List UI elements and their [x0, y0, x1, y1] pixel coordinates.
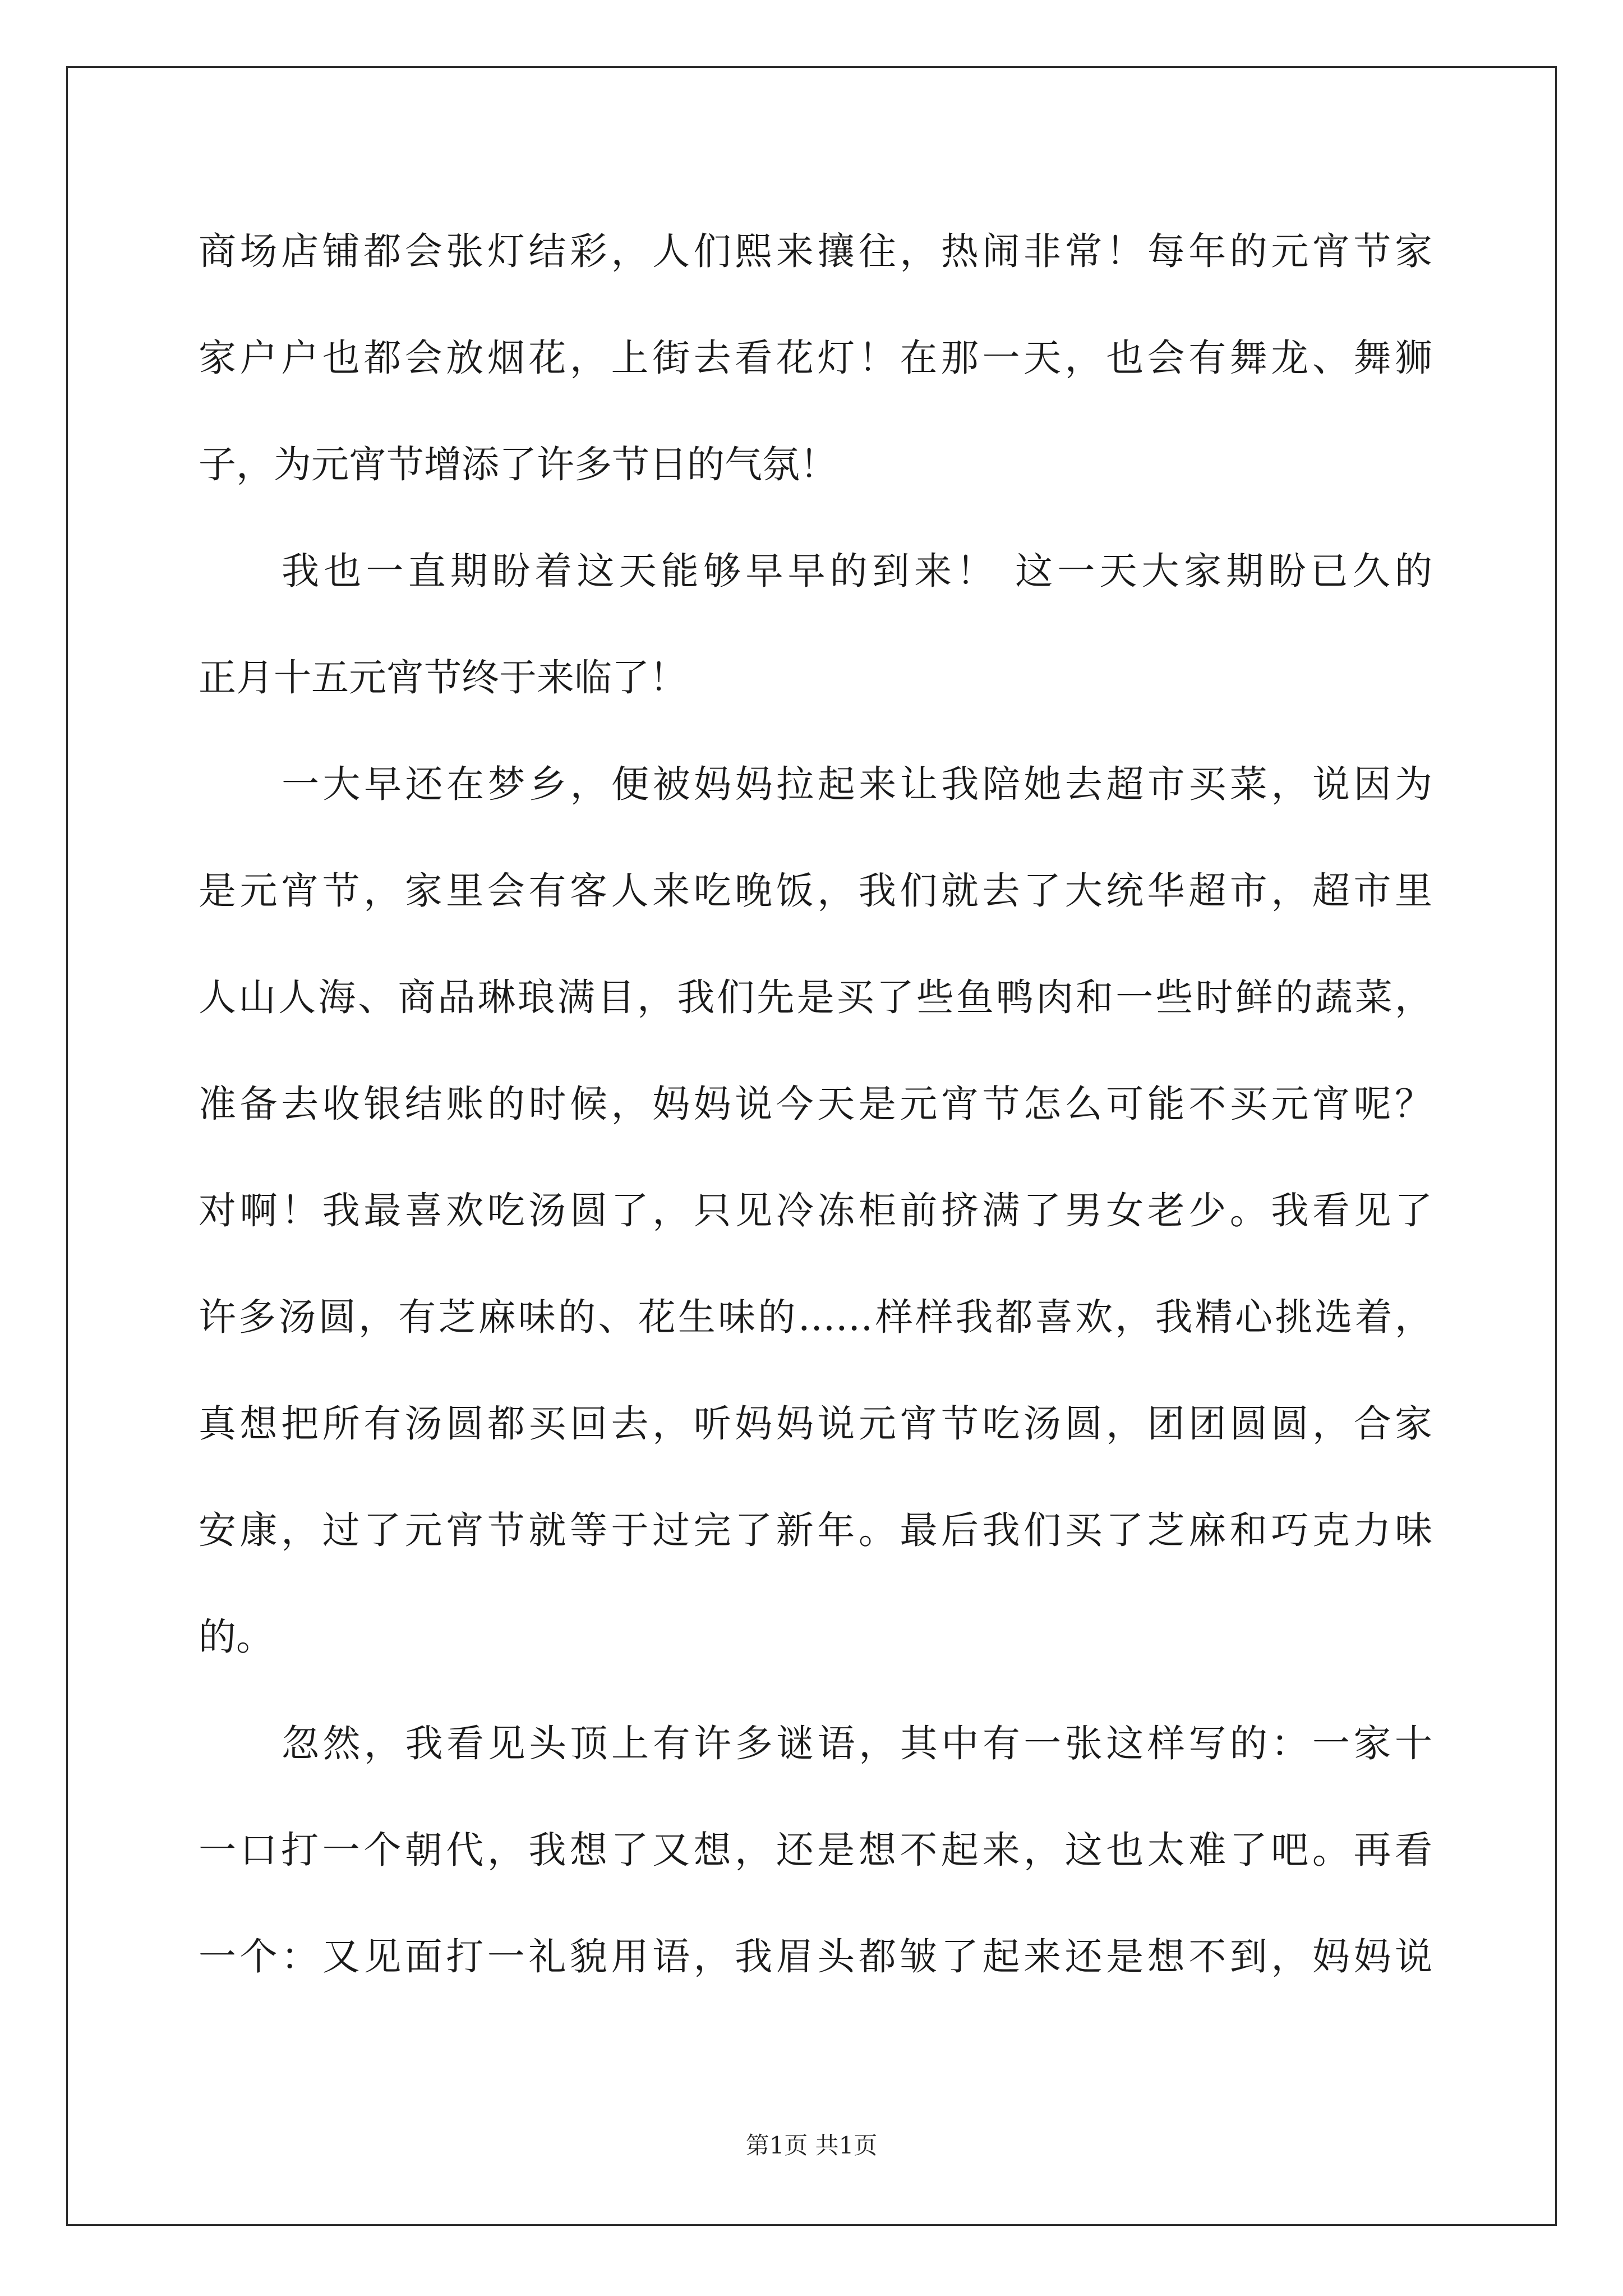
text-line: 一个：又见面打一礼貌用语，我眉头都皱了起来还是想不到，妈妈说 — [199, 1935, 1432, 1978]
text-line: 对啊！我最喜欢吃汤圆了，只见冷冻柜前挤满了男女老少。我看见了 — [199, 1189, 1432, 1232]
text-line: 商场店铺都会张灯结彩，人们熙来攘往，热闹非常！每年的元宵节家 — [199, 229, 1432, 273]
text-line: 准备去收银结账的时候，妈妈说今天是元宵节怎么可能不买元宵呢？ — [199, 1082, 1432, 1126]
text-line: 子，为元宵节增添了许多节日的气氛！ — [199, 443, 837, 486]
text-line: 许多汤圆，有芝麻味的、花生味的……样样我都喜欢，我精心挑选着， — [199, 1295, 1432, 1339]
page-number-footer: 第1页 共1页 — [745, 2132, 878, 2159]
text-line: 真想把所有汤圆都买回去，听妈妈说元宵节吃汤圆，团团圆圆，合家 — [199, 1402, 1432, 1446]
text-line: 一大早还在梦乡，便被妈妈拉起来让我陪她去超市买菜，说因为 — [282, 762, 1432, 806]
text-line: 安康，过了元宵节就等于过完了新年。最后我们买了芝麻和巧克力味 — [199, 1508, 1432, 1552]
text-line: 一口打一个朝代，我想了又想，还是想不起来，这也太难了吧。再看 — [199, 1828, 1432, 1872]
text-line: 是元宵节，家里会有客人来吃晚饭，我们就去了大统华超市，超市里 — [199, 869, 1432, 913]
text-line: 正月十五元宵节终于来临了！ — [199, 656, 687, 700]
text-line: 家户户也都会放烟花，上街去看花灯！在那一天，也会有舞龙、舞狮 — [199, 336, 1432, 380]
text-line: 人山人海、商品琳琅满目，我们先是买了些鱼鸭肉和一些时鲜的蔬菜， — [199, 976, 1432, 1019]
text-line: 的。 — [199, 1615, 274, 1659]
text-line: 忽然，我看见头顶上有许多谜语，其中有一张这样写的：一家十 — [282, 1722, 1432, 1765]
text-line: 我也一直期盼着这天能够早早的到来！ 这一天大家期盼已久的 — [282, 549, 1432, 593]
